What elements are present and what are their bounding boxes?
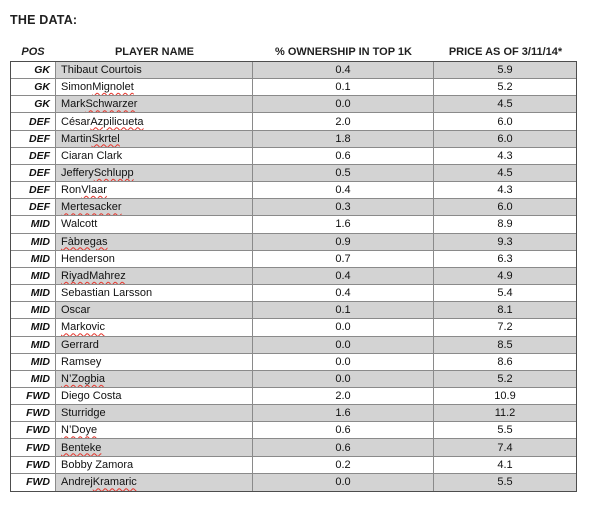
pos-cell: MID — [11, 251, 56, 268]
ownership-cell: 0.0 — [253, 474, 434, 491]
table-row — [11, 285, 576, 302]
pos-cell: DEF — [11, 131, 56, 148]
name-cell — [56, 319, 253, 336]
price-cell: 4.5 — [434, 96, 576, 113]
name-text: César — [61, 115, 91, 128]
price-cell: 9.3 — [434, 234, 576, 251]
pos-cell: DEF — [11, 199, 56, 216]
name-cell — [56, 96, 253, 113]
pos-cell: MID — [11, 216, 56, 233]
name-cell — [56, 234, 253, 251]
ownership-cell: 0.1 — [253, 302, 434, 319]
table-row — [11, 268, 576, 285]
ownership-cell: 0.6 — [253, 422, 434, 439]
pos-cell: MID — [11, 234, 56, 251]
name-text: Sebastian Larsson — [61, 287, 153, 300]
table-row — [11, 371, 576, 388]
misspelled-word: N’Doye — [61, 424, 98, 437]
ownership-cell: 0.0 — [253, 371, 434, 388]
pos-cell: MID — [11, 319, 56, 336]
table-row — [11, 337, 576, 354]
name-cell — [56, 131, 253, 148]
name-text: Ron — [61, 184, 82, 197]
price-cell: 10.9 — [434, 388, 576, 405]
col-header-pos: POS — [21, 46, 45, 58]
pos-cell: GK — [11, 96, 56, 113]
table-row — [11, 113, 576, 130]
price-cell: 4.9 — [434, 268, 576, 285]
pos-cell: FWD — [11, 388, 56, 405]
table-row — [11, 165, 576, 182]
name-cell — [56, 371, 253, 388]
ownership-cell: 0.4 — [253, 285, 434, 302]
name-cell — [56, 62, 253, 79]
ownership-cell: 0.4 — [253, 268, 434, 285]
price-cell: 11.2 — [434, 405, 576, 422]
price-cell: 8.6 — [434, 354, 576, 371]
name-text: Oscar — [61, 304, 91, 317]
price-cell: 6.3 — [434, 251, 576, 268]
table-row — [11, 148, 576, 165]
name-text: Walcott — [61, 218, 98, 231]
table-body — [10, 61, 577, 492]
pos-cell: FWD — [11, 457, 56, 474]
table-row — [11, 182, 576, 199]
table-row — [11, 199, 576, 216]
ownership-cell: 0.4 — [253, 182, 434, 199]
price-cell: 8.9 — [434, 216, 576, 233]
col-header-ownership: % OWNERSHIP IN TOP 1K — [275, 46, 412, 58]
price-cell: 4.3 — [434, 148, 576, 165]
ownership-cell: 0.6 — [253, 439, 434, 456]
ownership-cell: 0.2 — [253, 457, 434, 474]
name-cell — [56, 354, 253, 371]
name-cell — [56, 422, 253, 439]
ownership-cell: 0.1 — [253, 79, 434, 96]
table-row — [11, 302, 576, 319]
price-cell: 5.5 — [434, 422, 576, 439]
name-text: Jeffery — [61, 167, 94, 180]
col-header-price: PRICE AS OF 3/11/14* — [448, 46, 563, 58]
ownership-cell: 0.5 — [253, 165, 434, 182]
name-cell — [56, 182, 253, 199]
price-cell: 5.2 — [434, 79, 576, 96]
name-cell — [56, 439, 253, 456]
ownership-cell: 0.7 — [253, 251, 434, 268]
name-cell — [56, 337, 253, 354]
name-text: Mark — [61, 98, 86, 111]
misspelled-word: Markovic — [61, 321, 106, 334]
table-row — [11, 457, 576, 474]
pos-cell: FWD — [11, 405, 56, 422]
name-text: Thibaut Courtois — [61, 64, 142, 77]
pos-cell: MID — [11, 354, 56, 371]
misspelled-word: Mertesacker — [61, 201, 122, 214]
table-row — [11, 405, 576, 422]
price-cell: 6.0 — [434, 113, 576, 130]
table-row — [11, 251, 576, 268]
misspelled-word: Vlaar — [81, 184, 107, 197]
name-cell — [56, 165, 253, 182]
name-cell — [56, 113, 253, 130]
table-row — [11, 131, 576, 148]
misspelled-word: Mahrez — [89, 269, 126, 282]
name-cell — [56, 388, 253, 405]
name-cell — [56, 285, 253, 302]
table-row — [11, 422, 576, 439]
name-cell — [56, 148, 253, 165]
ownership-cell: 0.6 — [253, 148, 434, 165]
ownership-cell: 0.0 — [253, 337, 434, 354]
name-cell — [56, 405, 253, 422]
name-cell — [56, 216, 253, 233]
name-cell — [56, 268, 253, 285]
pos-cell: DEF — [11, 165, 56, 182]
name-cell — [56, 474, 253, 491]
name-text: Diego Costa — [61, 390, 122, 403]
pos-cell: DEF — [11, 182, 56, 199]
misspelled-word: Azpilicueta — [90, 115, 144, 128]
misspelled-word: N’Zogbia — [61, 372, 106, 385]
misspelled-word: Benteke — [61, 441, 102, 454]
table-row — [11, 354, 576, 371]
pos-cell: MID — [11, 268, 56, 285]
misspelled-word: Mignolet — [92, 81, 134, 94]
name-text: Simon — [61, 81, 93, 94]
price-cell: 5.4 — [434, 285, 576, 302]
name-text: Henderson — [61, 252, 115, 265]
pos-cell: GK — [11, 62, 56, 79]
name-text: Bobby Zamora — [61, 458, 134, 471]
price-cell: 4.3 — [434, 182, 576, 199]
ownership-cell: 2.0 — [253, 113, 434, 130]
pos-cell: GK — [11, 79, 56, 96]
table-row — [11, 388, 576, 405]
ownership-cell: 1.8 — [253, 131, 434, 148]
name-cell — [56, 251, 253, 268]
price-cell: 6.0 — [434, 199, 576, 216]
table-row — [11, 439, 576, 456]
name-text: Sturridge — [61, 407, 106, 420]
table-row — [11, 79, 576, 96]
misspelled-word: Fàbregas — [61, 235, 108, 248]
price-cell: 8.1 — [434, 302, 576, 319]
price-cell: 7.2 — [434, 319, 576, 336]
pos-cell: DEF — [11, 148, 56, 165]
misspelled-word: Skrtel — [91, 132, 120, 145]
page-title: THE DATA: — [10, 13, 78, 27]
ownership-cell: 2.0 — [253, 388, 434, 405]
price-cell: 5.9 — [434, 62, 576, 79]
table-row — [11, 234, 576, 251]
price-cell: 5.2 — [434, 371, 576, 388]
ownership-cell: 1.6 — [253, 405, 434, 422]
ownership-cell: 0.0 — [253, 354, 434, 371]
ownership-cell: 1.6 — [253, 216, 434, 233]
name-cell — [56, 79, 253, 96]
ownership-cell: 0.0 — [253, 96, 434, 113]
name-text: Martin — [61, 132, 92, 145]
pos-cell: MID — [11, 337, 56, 354]
pos-cell: MID — [11, 302, 56, 319]
name-text: Ciaran Clark — [61, 149, 123, 162]
name-text: Ramsey — [61, 355, 102, 368]
misspelled-word: Schwarzer — [85, 98, 138, 111]
pos-cell: MID — [11, 371, 56, 388]
table-row — [11, 216, 576, 233]
table-row — [11, 96, 576, 113]
ownership-cell: 0.4 — [253, 62, 434, 79]
ownership-cell: 0.0 — [253, 319, 434, 336]
pos-cell: DEF — [11, 113, 56, 130]
name-text: Gerrard — [61, 338, 99, 351]
ownership-cell: 0.3 — [253, 199, 434, 216]
table-header — [10, 43, 577, 61]
price-cell: 8.5 — [434, 337, 576, 354]
price-cell: 4.1 — [434, 457, 576, 474]
pos-cell: FWD — [11, 474, 56, 491]
misspelled-word: Schlupp — [93, 167, 134, 180]
name-cell — [56, 199, 253, 216]
pos-cell: FWD — [11, 422, 56, 439]
misspelled-word: Riyad — [61, 269, 90, 282]
table-row — [11, 62, 576, 79]
table-row — [11, 474, 576, 491]
col-header-player-name: PLAYER NAME — [114, 46, 195, 58]
name-cell — [56, 457, 253, 474]
misspelled-word: Kramaric — [92, 476, 137, 489]
name-cell — [56, 302, 253, 319]
name-text: Andrej — [61, 476, 93, 489]
table-row — [11, 319, 576, 336]
price-cell: 4.5 — [434, 165, 576, 182]
ownership-cell: 0.9 — [253, 234, 434, 251]
pos-cell: MID — [11, 285, 56, 302]
price-cell: 6.0 — [434, 131, 576, 148]
price-cell: 7.4 — [434, 439, 576, 456]
price-cell: 5.5 — [434, 474, 576, 491]
pos-cell: FWD — [11, 439, 56, 456]
